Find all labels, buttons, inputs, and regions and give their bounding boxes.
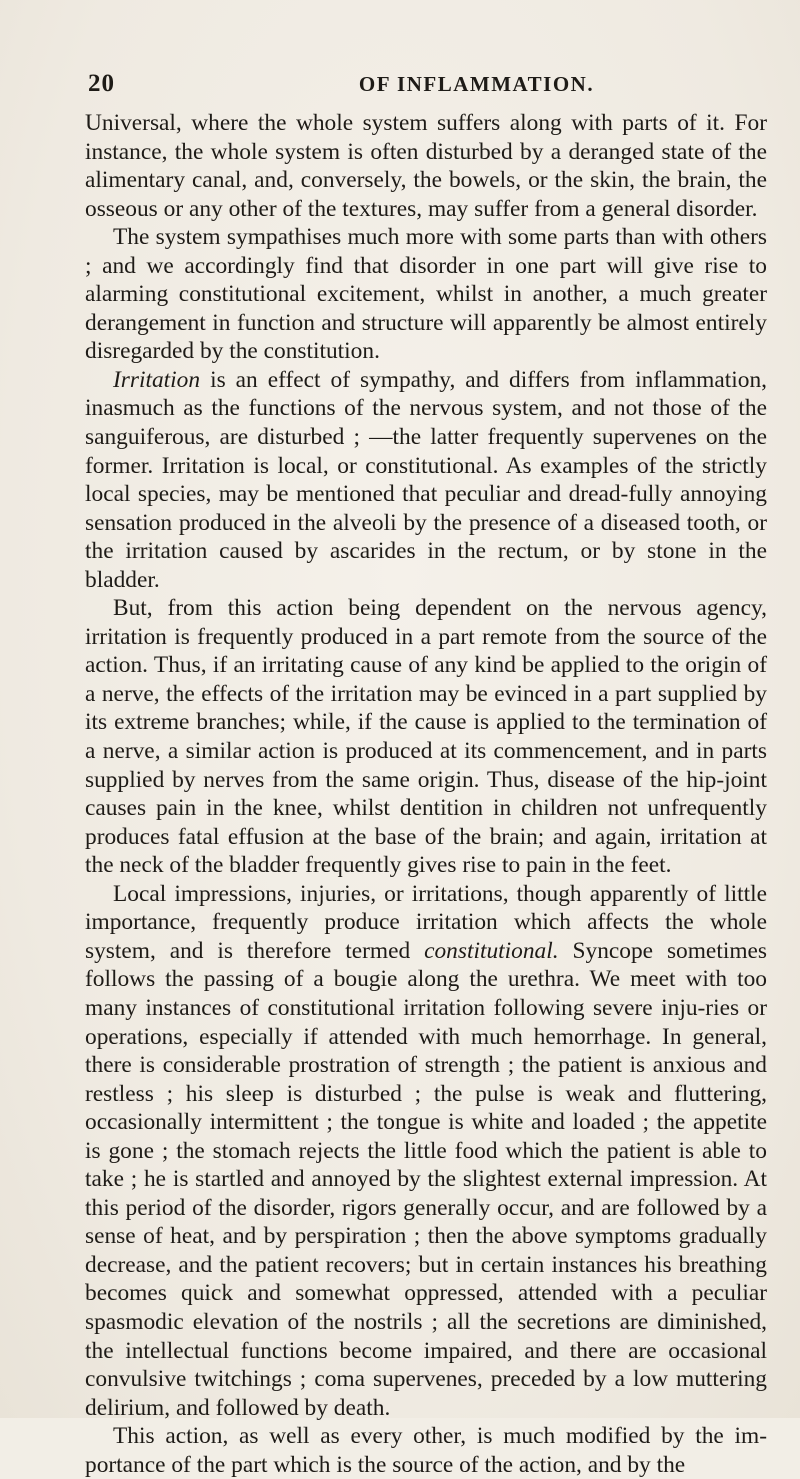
body-text [85, 109, 767, 1479]
paragraph-2 [85, 223, 767, 366]
paragraph-6-text: This action, as well as every other, is much modified by the im-portance of the part which is the source of the action, and by the [85, 1423, 767, 1478]
paragraph-5 [85, 880, 767, 1422]
paragraph-1-text: Universal, where the whole system suffers along with parts of it. For instance, the whole system is often disturbed by a deranged state of the alimentary canal, and, conversely, the bowels, or the skin, the brain, the osseous or any other of the textures, may suffer from a general disorder. [85, 110, 767, 222]
paragraph-5-text-a: Local impressions, injuries, or irritations, though apparently of little importance, frequently produce irritation which affects the whole system, and is therefore termed [85, 880, 767, 964]
constitutional-term: constitutional. [424, 937, 559, 964]
page-number: 20 [88, 70, 115, 97]
paragraph-3 [85, 366, 767, 594]
paragraph-3-text: is an effect of sympathy, and differs from inflammation, inasmuch as the functions of the nervous system, and not those of the sanguiferous, are disturbed ; —the latter frequently supervenes on the former. Irritation is local, or constitutional. As examples of the strictly local species, may be mentioned that peculiar and dread-fully annoying sensation produced in the alveoli by the presence of a diseased tooth, or the irritation caused by ascarides in the rectum, or by stone in the bladder. [85, 366, 767, 593]
running-head [88, 70, 765, 100]
paragraph-4 [85, 594, 767, 879]
paragraph-6 [85, 1422, 767, 1479]
paragraph-1 [85, 109, 767, 223]
running-title: OF INFLAMMATION. [358, 72, 595, 96]
paragraph-5-text-b: Syncope sometimes follows the passing of a bougie along the urethra. We meet with too many instances of constitutional irritation following severe inju-ries or operations, especially if attended with much hemorrhage. In general, there is considerable prostration of strength ; the patient is anxious and restless ; his sleep is disturbed ; the pulse is weak and fluttering, occasionally intermittent ; the tongue is white and loaded ; the appetite is gone ; the stomach rejects the little food which the patient is able to take ; he is startled and annoyed by the slightest external impression. At this period of the disorder, rigors generally occur, and are followed by a sense of heat, and by perspiration ; then the above symptoms gradually decrease, and the patient recovers; but in certain instances his breathing becomes quick and somewhat oppressed, attended with a peculiar spasmodic elevation of the nostrils ; all the secretions are diminished, the intellectual functions become impaired, and there are occasional convulsive twitchings ; coma supervenes, preceded by a low muttering delirium, and followed by death. [85, 937, 767, 1421]
paragraph-4-text: But, from this action being dependent on the nervous agency, irritation is frequently produced in a part remote from the source of the action. Thus, if an irritating cause of any kind be applied to the origin of a nerve, the effects of the irritation may be evinced in a part supplied by its extreme branches; while, if the cause is applied to the termination of a nerve, a similar action is produced at its commencement, and in parts supplied by nerves from the same origin. Thus, disease of the hip-joint causes pain in the knee, whilst dentition in children not unfrequently produces fatal effusion at the base of the brain; and again, irritation at the neck of the bladder frequently gives rise to pain in the feet. [85, 595, 767, 879]
paragraph-2-text: The system sympathises much more with some parts than with others ; and we accordingly find that disorder in one part will give rise to alarming constitutional excitement, whilst in another, a much greater derangement in function and structure will apparently be almost entirely disregarded by the constitution. [85, 224, 767, 365]
irritation-term: Irritation [113, 366, 201, 393]
